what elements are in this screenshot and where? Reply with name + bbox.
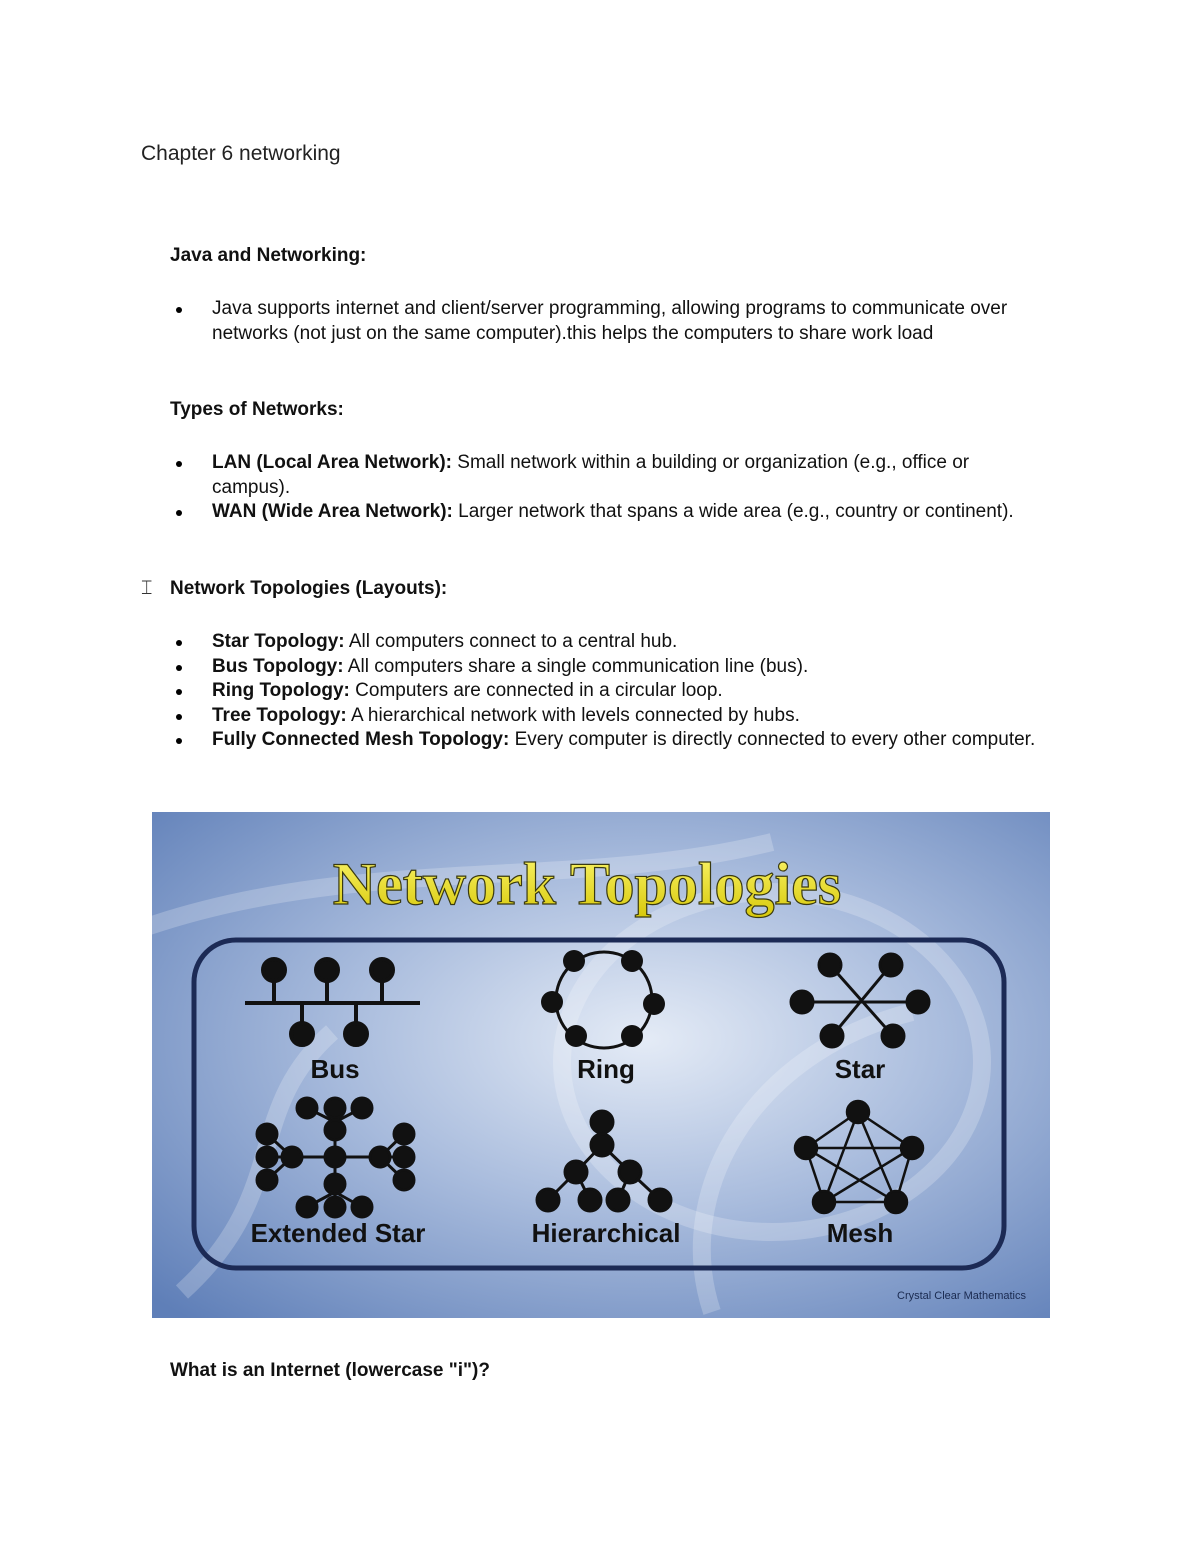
topologies-heading: Network Topologies (Layouts): <box>170 578 448 599</box>
term-bus: Bus Topology: <box>212 655 344 677</box>
list-item-text: Java supports internet and client/server programming, allowing programs to communicate over networks (not just on the same computer).this helps the computers to share work load <box>212 298 1008 344</box>
bus-label: Bus <box>310 1054 360 1084</box>
list-item-text: Computers are connected in a circular loop. <box>349 680 723 701</box>
special-marker: ⌶ <box>141 578 153 599</box>
list-item <box>170 630 1060 655</box>
topologies-diagram <box>152 812 1050 1318</box>
list-item-text: Small network within a building or organization (e.g., office or campus). <box>212 452 970 498</box>
list-item-text: All computers share a single communication line (bus). <box>343 655 809 677</box>
term-tree: Tree Topology: <box>212 704 347 726</box>
list-item <box>170 655 1060 680</box>
internet-question-heading: What is an Internet (lowercase "i")? <box>170 1360 490 1381</box>
list-item-text: A hierarchical network with levels connected by hubs. <box>346 704 800 726</box>
term-star: Star Topology: <box>212 631 345 652</box>
term-mesh: Fully Connected Mesh Topology: <box>212 729 510 750</box>
mesh-label: Mesh <box>826 1218 894 1248</box>
chapter-title: Chapter 6 networking <box>141 142 341 165</box>
list-item <box>170 679 1060 704</box>
java-networking-list <box>170 297 1060 346</box>
list-item-text: All computers connect to a central hub. <box>344 631 678 652</box>
list-item <box>170 500 1050 525</box>
java-networking-heading: Java and Networking: <box>170 245 367 266</box>
figure-credit: Crystal Clear Mathematics <box>897 1290 1026 1302</box>
term-ring: Ring Topology: <box>212 680 350 701</box>
ring-label: Ring <box>577 1054 635 1084</box>
term-lan: LAN (Local Area Network): <box>212 452 452 473</box>
hierarchical-label: Hierarchical <box>531 1218 681 1248</box>
star-label: Star <box>834 1054 886 1084</box>
network-topologies-figure <box>152 812 1050 1318</box>
figure-title: Network Topologies <box>332 851 842 917</box>
term-wan: WAN (Wide Area Network): <box>212 501 453 522</box>
list-item-text: Larger network that spans a wide area (e.g., country or continent). <box>452 501 1014 522</box>
list-item <box>170 451 1050 500</box>
list-item-text: Every computer is directly connected to every other computer. <box>509 729 1036 750</box>
topologies-list <box>170 630 1060 753</box>
list-item <box>170 704 1060 729</box>
network-types-heading: Types of Networks: <box>170 399 344 420</box>
list-item <box>170 297 1060 346</box>
extended-star-label: Extended Star <box>250 1218 426 1248</box>
list-item <box>170 728 1060 753</box>
network-types-list <box>170 451 1050 525</box>
